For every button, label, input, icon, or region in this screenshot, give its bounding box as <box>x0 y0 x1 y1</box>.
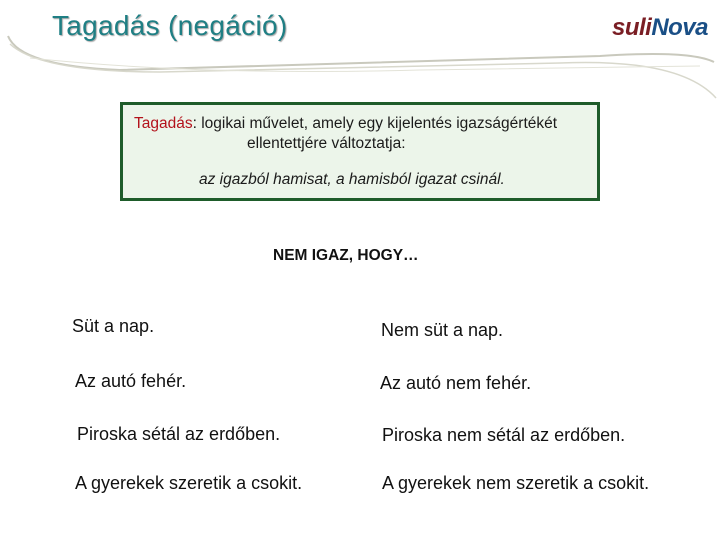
definition-box <box>120 102 600 201</box>
statement-3: Piroska sétál az erdőben. <box>77 424 281 444</box>
definition-summary: az igazból hamisat, a hamisból igazat csinál. <box>199 171 505 188</box>
page-title: Tagadás (negáció) <box>52 10 288 41</box>
logo-part-suli: suli <box>612 14 652 41</box>
statement-2: Az autó fehér. <box>75 371 187 391</box>
definition-line-2: ellentettjére változtatja: <box>247 135 406 152</box>
statement-1: Süt a nap. <box>72 316 155 336</box>
negation-2: Az autó nem fehér. <box>380 373 532 393</box>
negation-4: A gyerekek nem szeretik a csokit. <box>382 473 650 493</box>
sulinova-logo <box>612 14 708 42</box>
subheading: NEM IGAZ, HOGY… <box>273 247 419 264</box>
definition-text: : logikai művelet, amely egy kijelentés igazságértékét <box>192 115 558 132</box>
definition-line-1 <box>134 115 557 133</box>
logo-part-nova: Nova <box>651 14 709 41</box>
statement-4: A gyerekek szeretik a csokit. <box>75 473 303 493</box>
negation-1: Nem süt a nap. <box>381 320 504 340</box>
definition-term: Tagadás <box>134 115 193 132</box>
negation-3: Piroska nem sétál az erdőben. <box>382 425 626 445</box>
